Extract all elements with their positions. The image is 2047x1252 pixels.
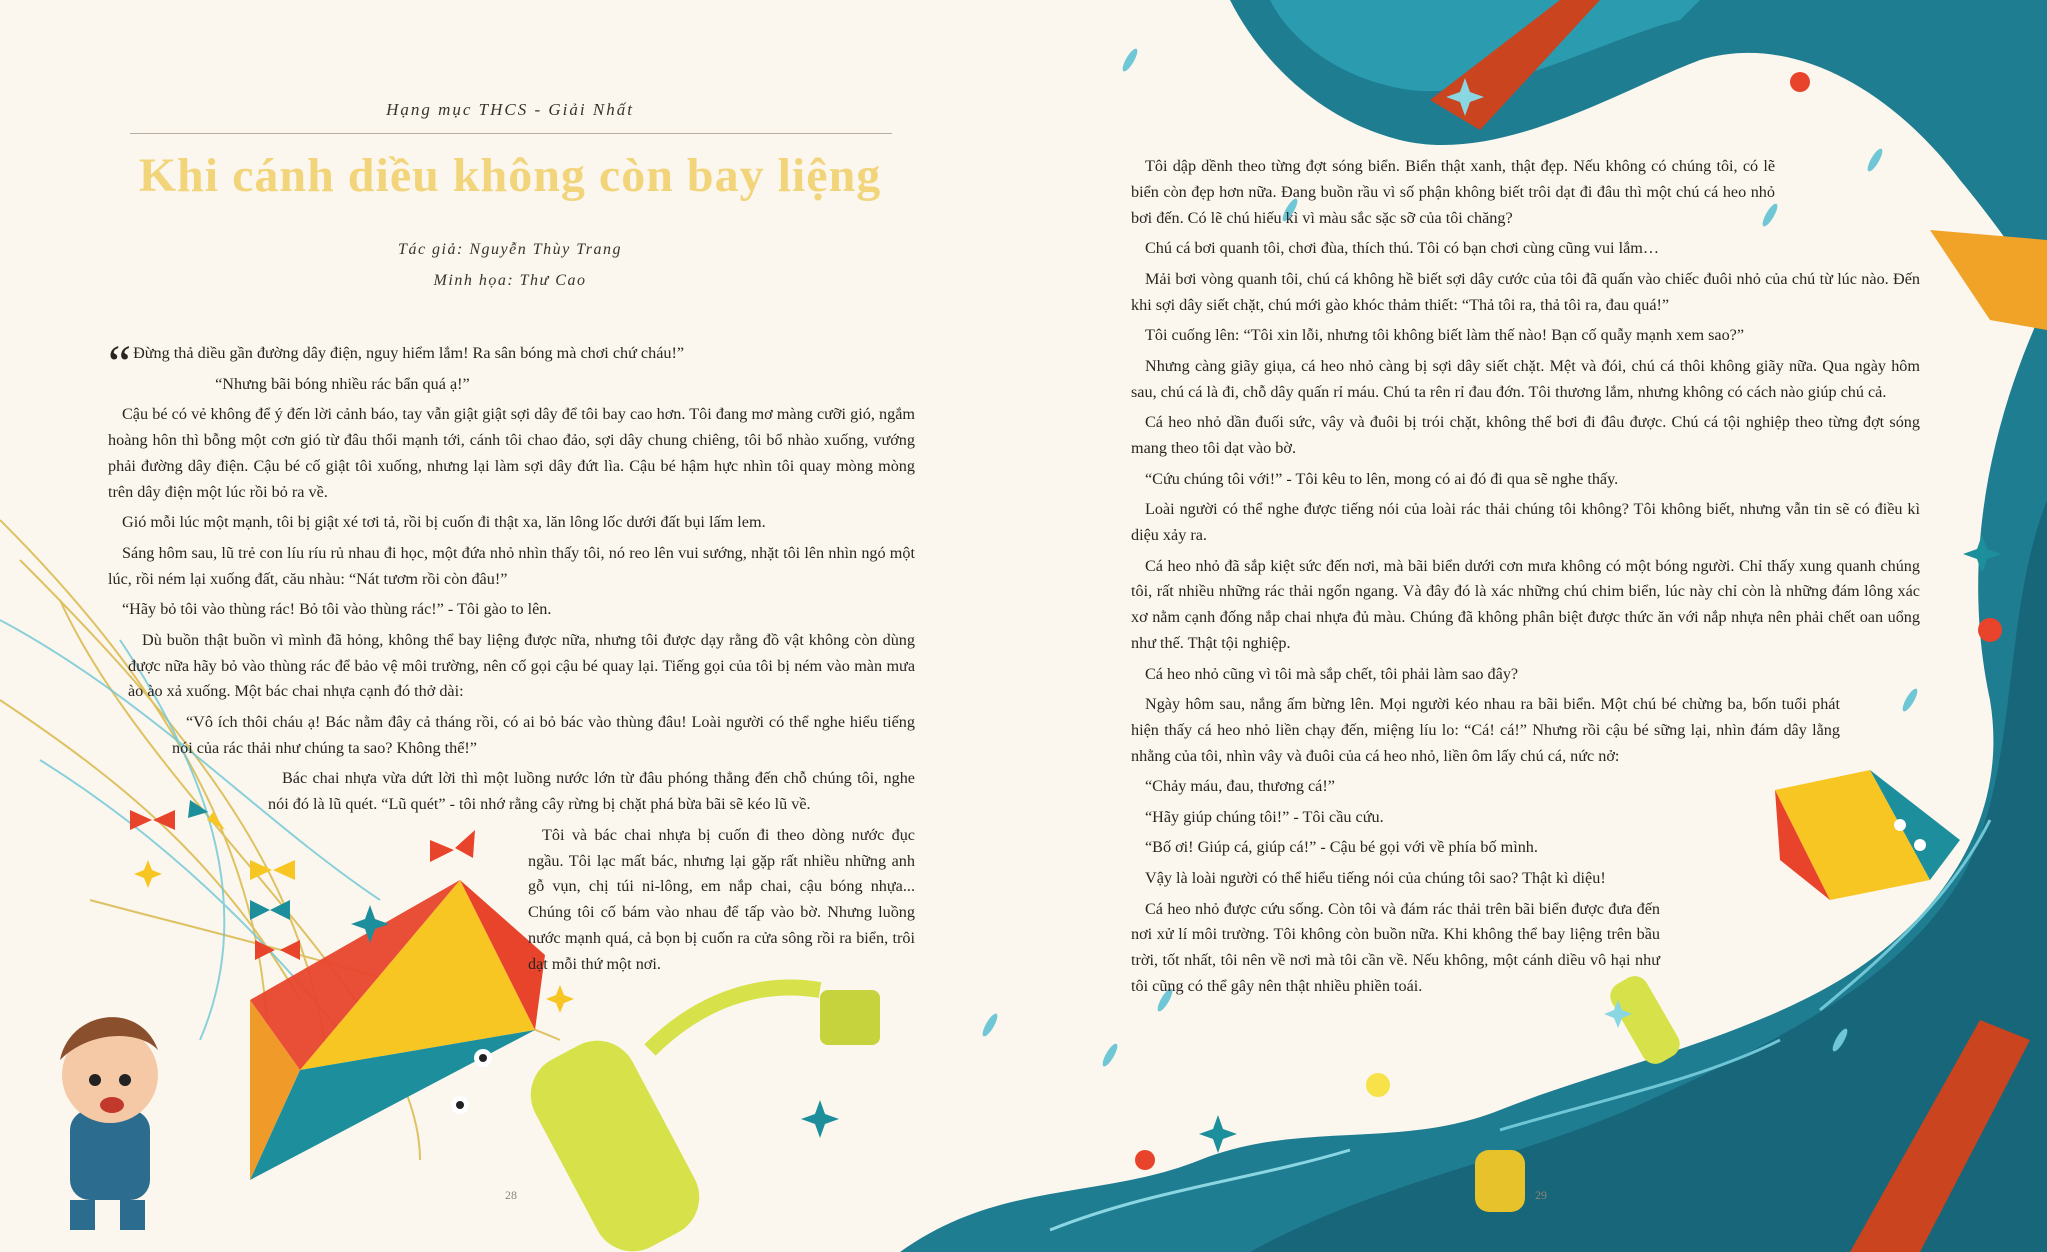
- paragraph: Gió mỗi lúc một mạnh, tôi bị giật xé tơi tả, rồi bị cuốn đi thật xa, lăn lông lốc dưới đất bụi lấm lem.: [122, 513, 766, 532]
- paragraph: Nhưng càng giãy giụa, cá heo nhỏ càng bị sợi dây siết chặt. Mệt và đói, chú cá thôi không giãy nữa. Qua ngày hôm sau, chú cá là đi, chỗ dây quấn rỉ máu. Chú ta rên rỉ đau đớn. Tôi thương lắm, nhưng không có cách nào giúp chú cả.: [1131, 356, 1920, 401]
- paragraph: Mải bơi vòng quanh tôi, chú cá không hề biết sợi dây cước của tôi đã quấn vào chiếc đuôi nhỏ của chú từ lúc nào. Đến khi sợi dây siết chặt, chú mới gào khóc thảm thiết: “Thả tôi ra, thả tôi ra, đau quá!”: [1131, 269, 1920, 314]
- page-number-left: 28: [505, 1188, 517, 1202]
- paragraph: Cá heo nhỏ được cứu sống. Còn tôi và đám rác thải trên bãi biển được đưa đến nơi xử lí môi trường. Tôi không còn buồn nữa. Khi không thể bay liệng trên bầu trời, tốt nhất, tôi nên về nơi mà tôi cần về. Nếu không, một cánh diều vô hại như tôi cũng có thể gây nên thật nhiều phiền toái.: [1131, 899, 1660, 996]
- paragraph: “ Đừng thả diều gần đường dây điện, nguy hiểm lắm! Ra sân bóng mà chơi chứ cháu!”: [108, 336, 685, 393]
- paragraph: “Hãy bỏ tôi vào thùng rác! Bỏ tôi vào thùng rác!” - Tôi gào to lên.: [122, 600, 552, 619]
- paragraph: Vậy là loài người có thể hiểu tiếng nói của chúng tôi sao? Thật kì diệu!: [1145, 869, 1606, 888]
- paragraph: Cậu bé có vẻ không để ý đến lời cảnh báo, tay vẫn giật giật sợi dây để tôi bay cao hơn. Tôi đang mơ màng cưỡi gió, ngắm hoàng hôn thì bỗng một cơn gió từ đâu thổi mạnh tới, cánh tôi chao đảo, sợi dây chung chiêng, tôi bổ nhào xuống, vướng phải đường dây điện. Cậu bé cố giật tôi xuống, nhưng lại làm sợi dây đứt lìa. Cậu bé hậm hực nhìn tôi quay mòng mòng trên dây điện một lúc rồi bỏ ra về.: [108, 405, 915, 501]
- author-credit: Tác giả: Nguyễn Thùy Trang: [398, 241, 622, 258]
- paragraph: Bác chai nhựa vừa dứt lời thì một luồng nước lớn từ đâu phóng thẳng đến chỗ chúng tôi, nghe nói đó là lũ quét. “Lũ quét” - tôi nhớ rằng cây rừng bị chặt phá bừa bãi sẽ kéo lũ về.: [268, 769, 915, 814]
- paragraph: Tôi cuống lên: “Tôi xin lỗi, nhưng tôi không biết làm thế nào! Bạn cố quẫy mạnh xem sao?”: [1145, 326, 1745, 345]
- award-category: Hạng mục THCS - Giải Nhất: [386, 100, 634, 119]
- paragraph: “Bố ơi! Giúp cá, giúp cá!” - Cậu bé gọi với về phía bố mình.: [1145, 838, 1538, 857]
- paragraph: Chú cá bơi quanh tôi, chơi đùa, thích thú. Tôi có bạn chơi cùng cũng vui lắm…: [1145, 239, 1660, 258]
- paragraph: “Chảy máu, đau, thương cá!”: [1145, 777, 1335, 796]
- crying-boy: [60, 1017, 158, 1230]
- paragraph: Tôi dập dềnh theo từng đợt sóng biển. Biển thật xanh, thật đẹp. Nếu không có chúng tôi, có lẽ biển còn đẹp hơn nữa. Đang buồn rầu vì số phận không biết trôi dạt đi đâu thì một chú cá heo nhỏ bơi đến. Có lẽ chú hiếu kì vì màu sắc sặc sỡ của tôi chăng?: [1131, 157, 1775, 227]
- paragraph: Cá heo nhỏ cũng vì tôi mà sắp chết, tôi phải làm sao đây?: [1145, 664, 1519, 683]
- story-title: Khi cánh diều không còn bay liệng: [138, 149, 882, 202]
- right-page-body: [1131, 154, 1920, 1005]
- floating-cup: [1475, 1150, 1525, 1212]
- paragraph: Tôi và bác chai nhựa bị cuốn đi theo dòng nước đục ngầu. Tôi lạc mất bác, nhưng lại gặp rất nhiều những anh gỗ vụn, chị túi ni-lông, em nắp chai, cậu bóng nhựa... Chúng tôi cố bám vào nhau để tấp vào bờ. Nhưng luồng nước mạnh quá, cả bọn bị cuốn ra cửa sông rồi ra biển, trôi dạt mỗi thứ một nơi.: [528, 825, 915, 973]
- orange-kite-piece: [1930, 230, 2047, 330]
- paragraph: Dù buồn thật buồn vì mình đã hỏng, không thể bay liệng được nữa, nhưng tôi được dạy rằng đồ vật không còn dùng được nữa hãy bỏ vào thùng rác để bảo vệ môi trường, nên cố gọi cậu bé quay lại. Tiếng gọi của tôi bị ném vào màn mưa ào ào xả xuống. Một bác chai nhựa cạnh đó thở dài:: [128, 630, 915, 701]
- illustrator-credit: Minh họa: Thư Cao: [433, 272, 587, 289]
- title-divider: [130, 133, 892, 134]
- paragraph: “Vô ích thôi cháu ạ! Bác nằm đây cả tháng rồi, có ai bỏ bác vào thùng đâu! Loài người có thể nghe hiểu tiếng nói của rác thải như chúng ta sao? Không thể!”: [172, 712, 915, 757]
- page-number-right: 29: [1535, 1188, 1547, 1202]
- paragraph: Sáng hôm sau, lũ trẻ con líu ríu rủ nhau đi học, một đứa nhỏ nhìn thấy tôi, nó reo lên vui sướng, nhặt tôi lên nhìn ngó một lúc, rồi ném lại xuống đất, cău nhàu: “Nát tươm rồi còn đâu!”: [108, 543, 915, 588]
- paragraph: “Hãy giúp chúng tôi!” - Tôi cầu cứu.: [1145, 807, 1384, 826]
- left-page-body: [108, 336, 915, 982]
- paragraph: Ngày hôm sau, nắng ấm bừng lên. Mọi người kéo nhau ra bãi biển. Một chú bé chừng ba, bốn tuổi phát hiện thấy cá heo nhỏ liền chạy đến, miệng líu lo: “Cá! cá!” Nhưng rồi cậu bé sững lại, nhìn đám dây lằng nhằng của tôi, nhìn vây và đuôi của cá heo nhỏ, liền ôm lấy chú cá, nức nở:: [1131, 695, 1840, 765]
- drop-quote: “: [108, 336, 130, 393]
- paragraph: Cá heo nhỏ dần đuối sức, vây và đuôi bị trói chặt, không thể bơi đi đâu được. Chú cá tội nghiệp theo từng đợt sóng mang theo tôi dạt vào bờ.: [1131, 413, 1920, 457]
- paragraph: Cá heo nhỏ đã sắp kiệt sức đến nơi, mà bãi biển dưới cơn mưa không có một bóng người. Chỉ thấy xung quanh chúng tôi, rất nhiều những rác thải ngổn ngang. Và đây đó là xác những chú chim biển, lúc này chỉ còn là những đám lông xác xơ nằm cạnh đống nắp chai nhựa đủ màu. Chúng đã không phân biệt được thức ăn với nắp nhựa nên phải chết oan uổng như thế. Thật tội nghiệp.: [1131, 556, 1920, 652]
- paragraph: Loài người có thể nghe được tiếng nói của loài rác thải chúng tôi không? Tôi không biết, nhưng vẫn tin sẽ có điều kì diệu xảy ra.: [1131, 500, 1920, 544]
- paragraph: “Cứu chúng tôi với!” - Tôi kêu to lên, mong có ai đó đi qua sẽ nghe thấy.: [1145, 469, 1619, 488]
- paragraph: “Nhưng bãi bóng nhiều rác bẩn quá ạ!”: [215, 374, 470, 393]
